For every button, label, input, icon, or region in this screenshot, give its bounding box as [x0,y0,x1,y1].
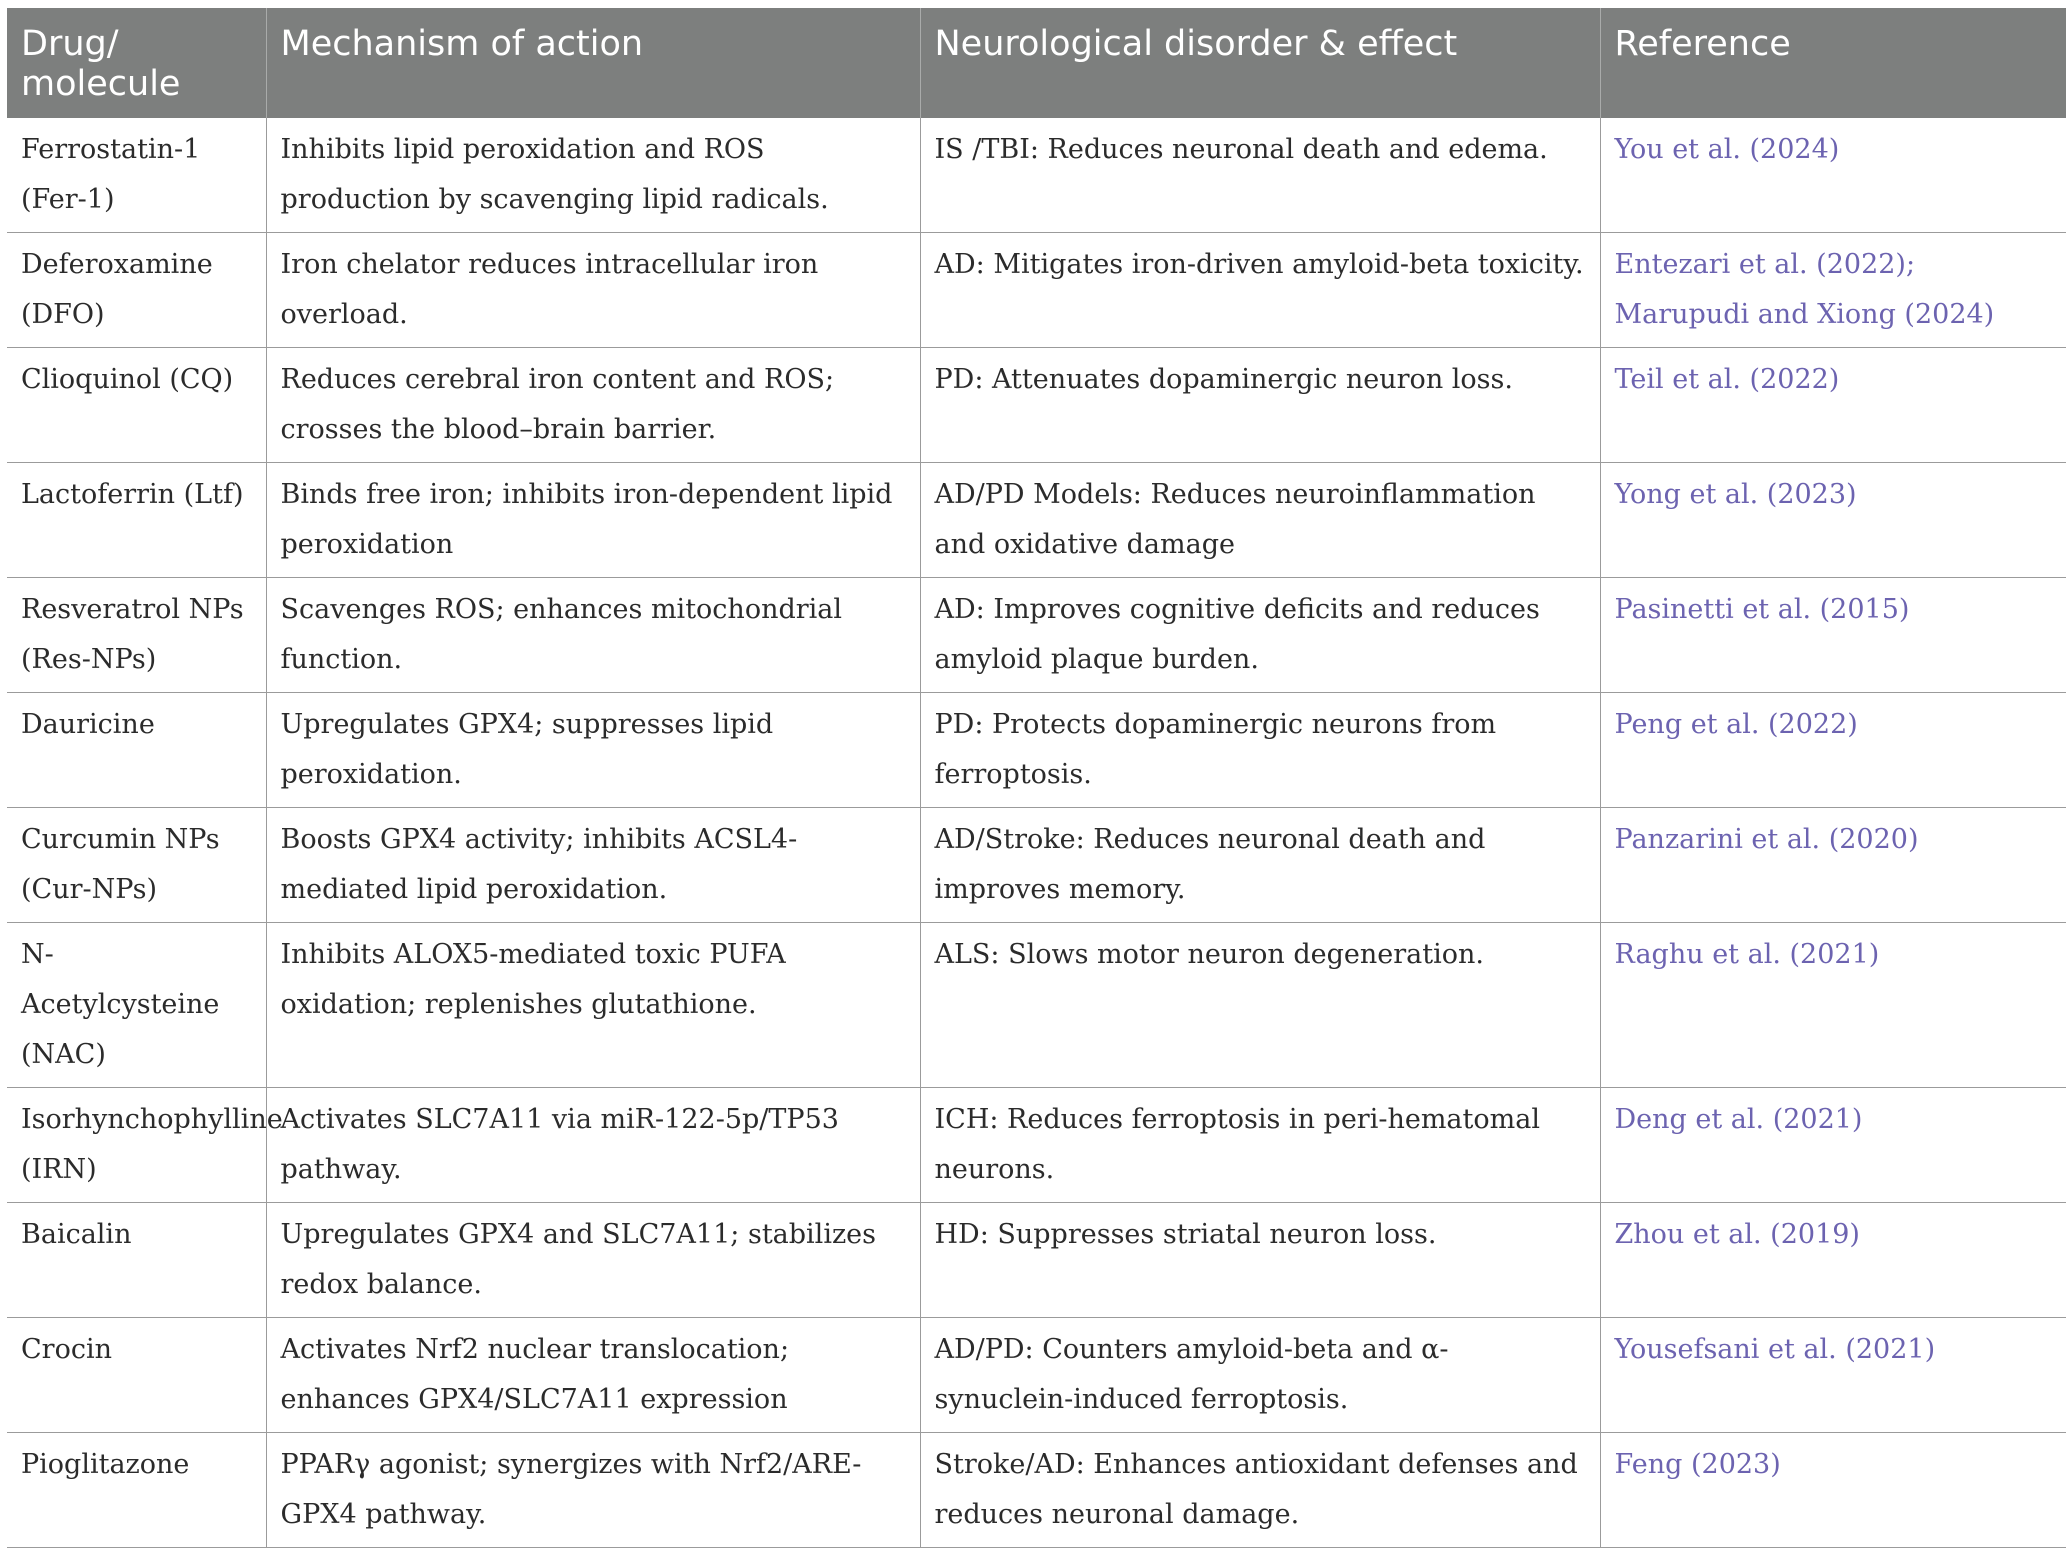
table-row [7,923,2066,1088]
cell-reference [1600,1433,2066,1548]
cell-drug: Curcumin NPs (Cur-NPs) [7,808,266,923]
reference-link[interactable]: Panzarini et al. (2020) [1614,824,1919,855]
cell-disorder: AD/PD Models: Reduces neuroinflammation and oxidative damage [920,463,1600,578]
cell-drug: Deferoxamine (DFO) [7,233,266,348]
cell-drug: N-Acetylcysteine (NAC) [7,923,266,1088]
cell-reference [1600,1088,2066,1203]
cell-mechanism: Activates SLC7A11 via miR-122-5p/TP53 pathway. [266,1088,920,1203]
cell-disorder: PD: Protects dopaminergic neurons from ferroptosis. [920,693,1600,808]
cell-drug: Dauricine [7,693,266,808]
cell-mechanism: Binds free iron; inhibits iron-dependent lipid peroxidation [266,463,920,578]
cell-disorder: AD/PD: Counters amyloid-beta and α-synuclein-induced ferroptosis. [920,1318,1600,1433]
cell-reference [1600,118,2066,233]
table-row [7,1433,2066,1548]
reference-link[interactable]: Peng et al. (2022) [1614,709,1858,740]
cell-drug: Isorhynchophylline (IRN) [7,1088,266,1203]
cell-disorder: HD: Suppresses striatal neuron loss. [920,1203,1600,1318]
reference-link[interactable]: Yong et al. (2023) [1614,479,1857,510]
cell-mechanism: Upregulates GPX4 and SLC7A11; stabilizes redox balance. [266,1203,920,1318]
cell-drug: Ferrostatin-1 (Fer-1) [7,118,266,233]
cell-reference [1600,923,2066,1088]
table-body [7,118,2066,1548]
reference-link[interactable]: Feng (2023) [1614,1449,1781,1480]
cell-reference [1600,808,2066,923]
cell-mechanism: Upregulates GPX4; suppresses lipid peroxidation. [266,693,920,808]
cell-disorder: Stroke/AD: Enhances antioxidant defenses and reduces neuronal damage. [920,1433,1600,1548]
cell-reference [1600,578,2066,693]
cell-drug: Resveratrol NPs (Res-NPs) [7,578,266,693]
table-row [7,1088,2066,1203]
cell-disorder: AD/Stroke: Reduces neuronal death and improves memory. [920,808,1600,923]
table-row [7,578,2066,693]
cell-disorder: PD: Attenuates dopaminergic neuron loss. [920,348,1600,463]
table-row [7,233,2066,348]
cell-disorder: AD: Mitigates iron-driven amyloid-beta toxicity. [920,233,1600,348]
table-row [7,693,2066,808]
table-header [7,8,2066,118]
cell-mechanism: Iron chelator reduces intracellular iron overload. [266,233,920,348]
cell-mechanism: Inhibits ALOX5-mediated toxic PUFA oxidation; replenishes glutathione. [266,923,920,1088]
table-row [7,808,2066,923]
reference-link[interactable]: Deng et al. (2021) [1614,1104,1863,1135]
cell-drug: Crocin [7,1318,266,1433]
reference-link[interactable]: Raghu et al. (2021) [1614,939,1880,970]
table-row [7,118,2066,233]
cell-reference [1600,233,2066,348]
cell-drug: Clioquinol (CQ) [7,348,266,463]
cell-disorder: ALS: Slows motor neuron degeneration. [920,923,1600,1088]
reference-link[interactable]: Yousefsani et al. (2021) [1614,1334,1936,1365]
cell-drug: Lactoferrin (Ltf) [7,463,266,578]
header-row [7,8,2066,118]
cell-disorder: IS /TBI: Reduces neuronal death and edema. [920,118,1600,233]
cell-disorder: AD: Improves cognitive deficits and reduces amyloid plaque burden. [920,578,1600,693]
header-mechanism: Mechanism of action [266,8,920,118]
cell-reference [1600,348,2066,463]
cell-mechanism: Inhibits lipid peroxidation and ROS production by scavenging lipid radicals. [266,118,920,233]
cell-mechanism: Scavenges ROS; enhances mitochondrial function. [266,578,920,693]
table-row [7,1203,2066,1318]
header-disorder: Neurological disorder & effect [920,8,1600,118]
cell-mechanism: Activates Nrf2 nuclear translocation; enhances GPX4/SLC7A11 expression [266,1318,920,1433]
table-row [7,1318,2066,1433]
table-row [7,463,2066,578]
table-row [7,348,2066,463]
header-reference: Reference [1600,8,2066,118]
reference-link[interactable]: Teil et al. (2022) [1614,364,1840,395]
cell-drug: Baicalin [7,1203,266,1318]
header-drug: Drug/ molecule [7,8,266,118]
cell-mechanism: PPARγ agonist; synergizes with Nrf2/ARE-GPX4 pathway. [266,1433,920,1548]
cell-mechanism: Reduces cerebral iron content and ROS; crosses the blood–brain barrier. [266,348,920,463]
reference-link[interactable]: You et al. (2024) [1614,134,1840,165]
drug-table [7,8,2066,1548]
cell-mechanism: Boosts GPX4 activity; inhibits ACSL4-mediated lipid peroxidation. [266,808,920,923]
table-container [7,8,2066,1548]
reference-link[interactable]: Zhou et al. (2019) [1614,1219,1860,1250]
cell-reference [1600,1318,2066,1433]
cell-reference [1600,1203,2066,1318]
cell-drug: Pioglitazone [7,1433,266,1548]
cell-reference [1600,693,2066,808]
cell-reference [1600,463,2066,578]
reference-link[interactable]: Pasinetti et al. (2015) [1614,594,1910,625]
reference-link[interactable]: Entezari et al. (2022); Marupudi and Xiong (2024) [1614,249,1995,330]
cell-disorder: ICH: Reduces ferroptosis in peri-hematomal neurons. [920,1088,1600,1203]
